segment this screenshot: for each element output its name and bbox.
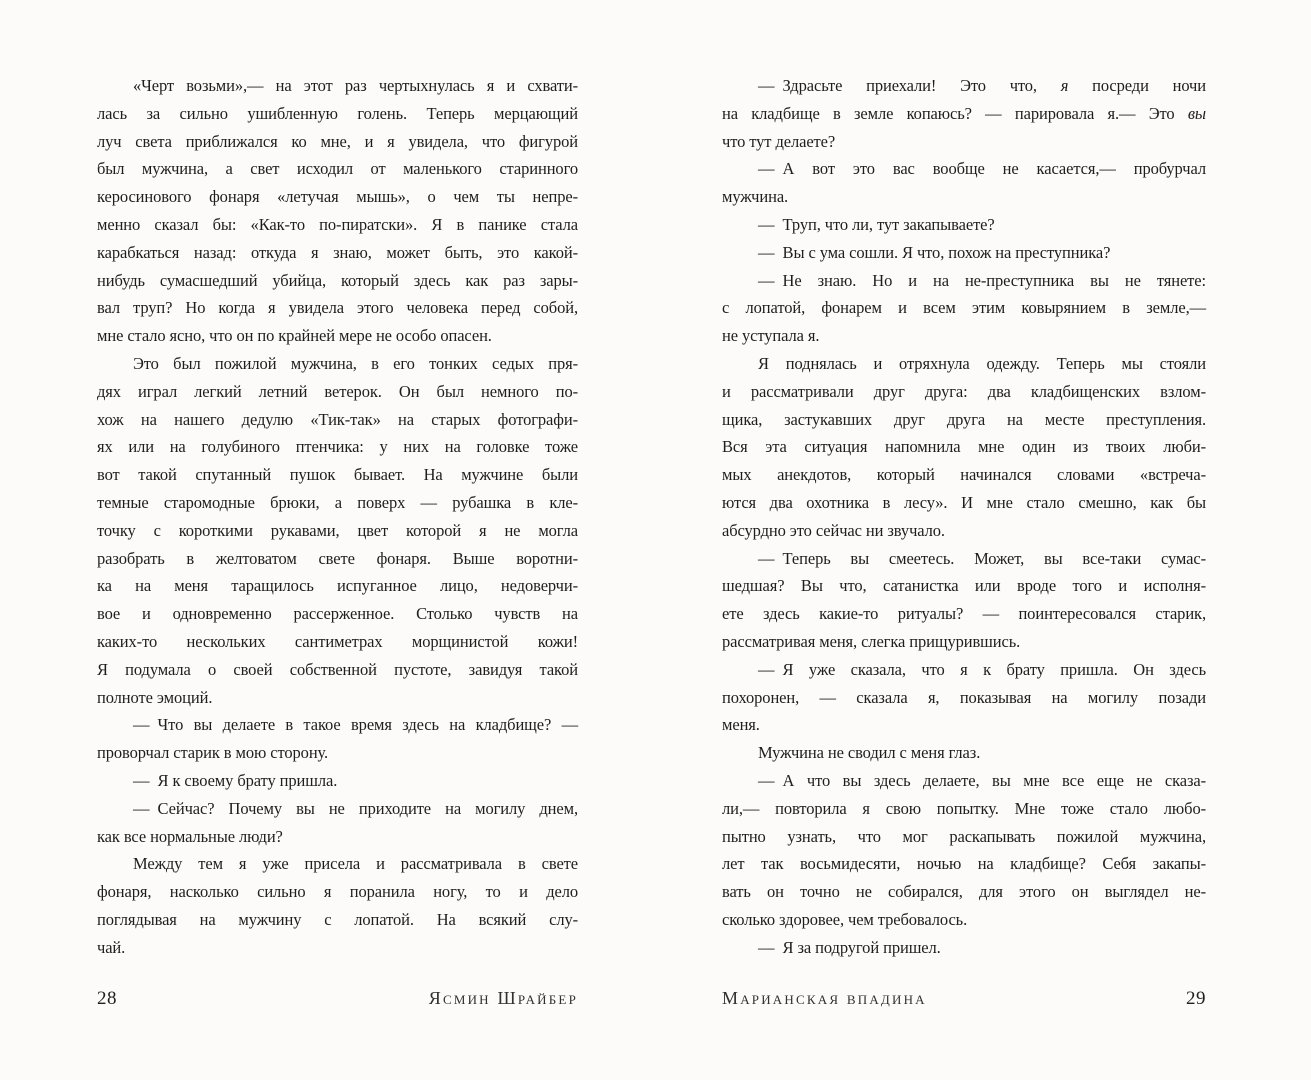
paragraph: [722, 350, 1206, 545]
text-line: чай.: [97, 937, 126, 957]
text-line: мне стало ясно, что он по крайней мере не особо опасен.: [97, 326, 492, 346]
text-line: вое и одновременно рассерженное. Столько чувств на: [97, 604, 578, 624]
text-line: Я подумала о своей собственной пустоте, завидуя такой: [97, 659, 578, 679]
text-line: меня.: [722, 715, 760, 735]
text-line: фонаря, насколько сильно я поранила ногу, то и дело: [97, 882, 578, 902]
text-line: дях играл легкий летний ветерок. Он был немного по-: [97, 381, 578, 401]
page-right-text-column: [722, 72, 1206, 962]
text-line: абсурдно это сейчас ни звучало.: [722, 520, 945, 540]
text-line: ях или на голубиного птенчика: у них на головке тоже: [97, 437, 578, 457]
text-line: на кладбище в земле копаюсь? — парировала я.— Это вы: [722, 103, 1206, 123]
text-line: рассматривая меня, слегка прищурившись.: [722, 631, 1021, 651]
running-title-author: Ясмин Шрайбер: [428, 988, 578, 1008]
paragraph: [97, 350, 578, 711]
page-left-footer: [97, 988, 578, 1010]
text-line: с лопатой, фонарем и всем этим ковырянием в земле,—: [722, 298, 1206, 318]
text-line: — А что вы здесь делаете, вы мне все еще не сказа-: [758, 770, 1206, 790]
paragraph: [722, 656, 1206, 739]
text-line: пытно узнать, что мог раскапывать пожилой мужчина,: [722, 826, 1206, 846]
text-line: темные старомодные брюки, а поверх — рубашка в кле-: [97, 492, 578, 512]
text-line: — Я к своему брату пришла.: [133, 770, 338, 790]
paragraph: [97, 850, 578, 961]
text-line: поглядывая на мужчину с лопатой. На всякий слу-: [97, 909, 578, 929]
text-line: сколько здоровее, чем требовалось.: [722, 909, 968, 929]
paragraph: [722, 72, 1206, 155]
text-line: нибудь сумасшедший убийца, который здесь как раз зары-: [97, 270, 578, 290]
page-left: [0, 0, 655, 1080]
text-line: — А вот это вас вообще не касается,— пробурчал: [758, 159, 1206, 179]
page-left-text-column: [97, 72, 578, 962]
text-line: и рассматривали друг друга: два кладбищенских взлом-: [722, 381, 1206, 401]
text-line: Вся эта ситуация напомнила мне один из твоих люби-: [722, 437, 1206, 457]
paragraph: [722, 767, 1206, 934]
text-line: ка на меня таращилось испуганное лицо, недоверчи-: [97, 576, 578, 596]
page-right-footer: [722, 988, 1206, 1010]
text-line: — Я за подругой пришел.: [758, 937, 941, 957]
paragraph: [97, 767, 578, 795]
paragraph: [722, 934, 1206, 962]
text-line: вал труп? Но когда я увидела этого человека перед собой,: [97, 298, 578, 318]
text-line: — Здрасьте приехали! Это что, я посреди ночи: [758, 76, 1206, 95]
text-line: лась за сильно ушибленную голень. Теперь мерцающий: [97, 103, 578, 123]
text-line: как все нормальные люди?: [97, 826, 283, 846]
page-number-right: 29: [1186, 988, 1206, 1009]
text-line: Мужчина не сводил с меня глаз.: [758, 743, 981, 763]
text-line: не уступала я.: [722, 326, 820, 346]
text-line: похоронен, — сказала я, показывая на могилу позади: [722, 687, 1206, 707]
text-line: ете здесь какие-то ритуалы? — поинтересовался старик,: [722, 604, 1206, 624]
text-line: что тут делаете?: [722, 131, 836, 151]
text-line: шедшая? Вы что, сатанистка или вроде того и исполня-: [722, 576, 1206, 596]
text-line: Между тем я уже присела и рассматривала в свете: [133, 854, 578, 874]
text-line: лет так восьмидесяти, ночью на кладбище? Себя закапы-: [722, 854, 1206, 874]
paragraph: [722, 211, 1206, 239]
page-number-left: 28: [97, 988, 117, 1009]
page-right: [655, 0, 1311, 1080]
text-line: — Что вы делаете в такое время здесь на кладбище? —: [133, 715, 578, 735]
text-line: менно сказал бы: «Как-то по-пиратски». Я в панике стала: [97, 214, 578, 234]
text-line: мых анекдотов, который начинался словами «встреча-: [722, 465, 1206, 485]
paragraph: [97, 72, 578, 350]
paragraph: [97, 711, 578, 767]
text-line: — Труп, что ли, тут закапываете?: [758, 214, 995, 234]
paragraph: [722, 155, 1206, 211]
text-line: вать он точно не собирался, для этого он выглядел не-: [722, 882, 1206, 902]
text-line: керосинового фонаря «летучая мышь», о чем ты непре-: [97, 187, 578, 207]
text-line: мужчина.: [722, 187, 789, 207]
running-title-book: Марианская впадина: [722, 988, 927, 1008]
paragraph: [722, 739, 1206, 767]
text-line: полноте эмоций.: [97, 687, 213, 707]
text-line: Это был пожилой мужчина, в его тонких седых пря-: [133, 353, 578, 373]
text-line: вот такой спутанный пушок бывает. На мужчине были: [97, 465, 578, 485]
text-line: щика, застукавших друг друга на месте преступления.: [722, 409, 1206, 429]
text-line: хож на нашего дедулю «Тик-так» на старых фотографи-: [97, 409, 578, 429]
text-line: карабкаться назад: откуда я знаю, может быть, это какой-: [97, 242, 578, 262]
text-line: проворчал старик в мою сторону.: [97, 743, 329, 763]
text-line: ли,— повторила я свою попытку. Мне тоже стало любо-: [722, 798, 1206, 818]
text-line: — Не знаю. Но и на не-преступника вы не тянете:: [758, 270, 1206, 290]
paragraph: [722, 239, 1206, 267]
paragraph: [722, 267, 1206, 350]
text-line: — Я уже сказала, что я к брату пришла. Он здесь: [758, 659, 1206, 679]
text-line: «Черт возьми»,— на этот раз чертыхнулась я и схвати-: [133, 76, 578, 95]
text-line: был мужчина, а свет исходил от маленького старинного: [97, 159, 578, 179]
text-line: луч света приближался ко мне, и я увидела, что фигурой: [97, 131, 578, 151]
text-line: Я поднялась и отряхнула одежду. Теперь мы стояли: [758, 353, 1206, 373]
text-line: ются два охотника в лесу». И мне стало смешно, как бы: [722, 492, 1206, 512]
text-line: точку с короткими рукавами, цвет которой я не могла: [97, 520, 578, 540]
text-line: — Теперь вы смеетесь. Может, вы все-таки сумас-: [758, 548, 1206, 568]
paragraph: [722, 545, 1206, 656]
text-line: — Вы с ума сошли. Я что, похож на преступника?: [758, 242, 1111, 262]
text-line: разобрать в желтоватом свете фонаря. Выше воротни-: [97, 548, 578, 568]
paragraph: [97, 795, 578, 851]
text-line: — Сейчас? Почему вы не приходите на могилу днем,: [133, 798, 578, 818]
text-line: каких-то нескольких сантиметрах морщинистой кожи!: [97, 631, 578, 651]
